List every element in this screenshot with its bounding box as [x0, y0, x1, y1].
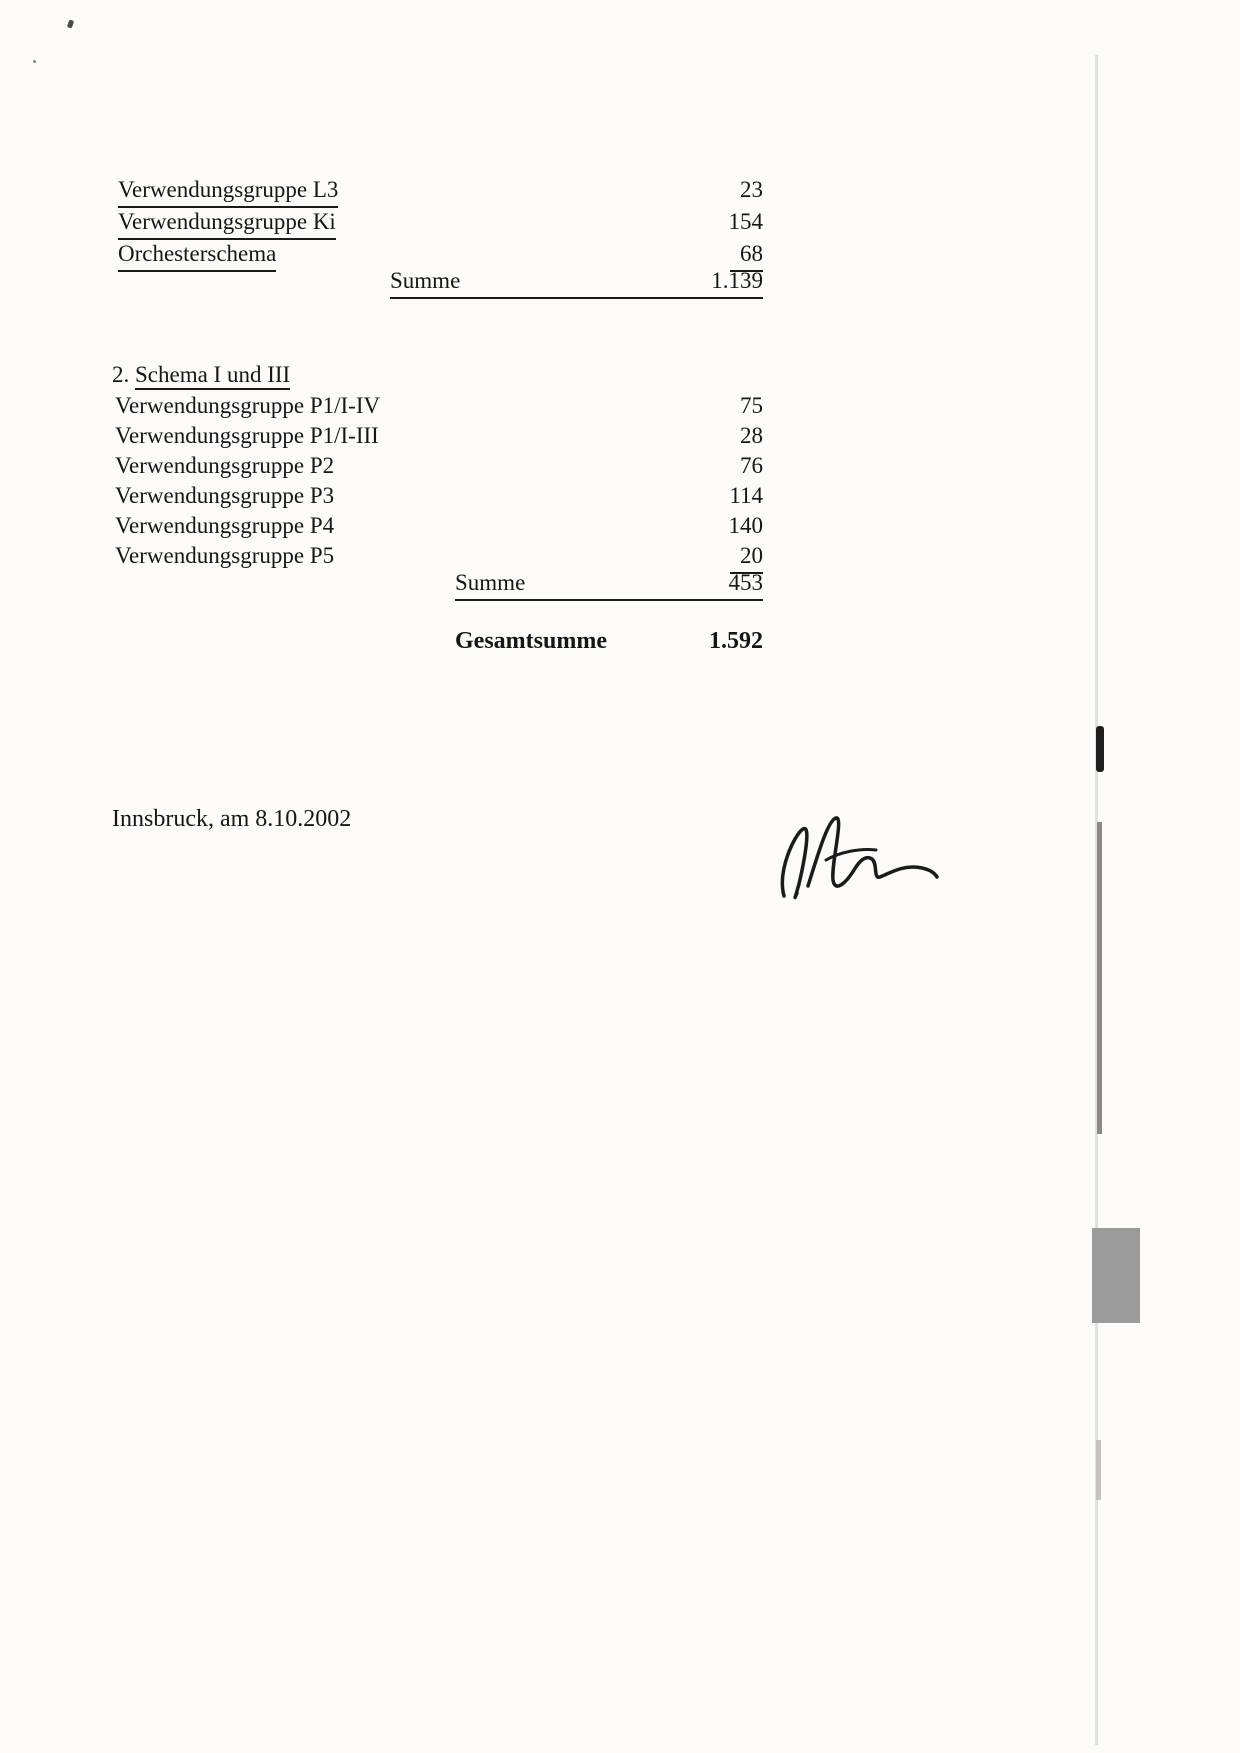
row-label: Verwendungsgruppe P5 — [115, 543, 335, 568]
scan-artifact — [1092, 1228, 1140, 1323]
row-value: 114 — [729, 483, 763, 508]
row-value: 76 — [740, 453, 763, 478]
section-title: Schema I und III — [135, 362, 290, 390]
row-label: Orchesterschema — [118, 240, 276, 272]
scan-speck — [67, 19, 74, 28]
row-value: 75 — [740, 393, 763, 418]
summe-value: 1.139 — [711, 268, 763, 293]
row-label: Verwendungsgruppe P1/I-IV — [115, 393, 381, 418]
table-row — [115, 452, 763, 481]
signature-icon — [768, 798, 943, 918]
row-label: Verwendungsgruppe Ki — [118, 208, 336, 240]
summe-label: Summe — [455, 570, 526, 595]
row-value: 20 — [730, 542, 763, 574]
summe-row — [390, 268, 763, 299]
summe-value: 453 — [728, 570, 763, 595]
row-label: Verwendungsgruppe P1/I-III — [115, 423, 379, 448]
table-row — [118, 208, 763, 240]
row-value: 68 — [730, 240, 763, 272]
table-row — [115, 512, 763, 541]
total-value: 1.592 — [709, 628, 763, 654]
date-line: Innsbruck, am 8.10.2002 — [112, 806, 352, 832]
total-row — [455, 628, 763, 655]
table-row — [115, 542, 763, 574]
row-value: 154 — [728, 209, 763, 234]
row-value: 23 — [740, 177, 763, 202]
signature — [768, 798, 943, 918]
summe-label: Summe — [390, 268, 461, 293]
row-value: 140 — [728, 513, 763, 538]
row-value: 28 — [740, 423, 763, 448]
scan-artifact — [1097, 822, 1102, 1134]
section-heading — [112, 362, 290, 388]
row-label: Verwendungsgruppe P4 — [115, 513, 335, 538]
row-label: Verwendungsgruppe P3 — [115, 483, 335, 508]
total-label: Gesamtsumme — [455, 628, 607, 654]
table-row — [118, 176, 763, 208]
summe-row — [455, 570, 763, 601]
row-label: Verwendungsgruppe L3 — [118, 176, 338, 208]
section-number: 2. — [112, 362, 130, 387]
table-row — [115, 482, 763, 511]
table-row — [118, 240, 763, 272]
scan-speck — [33, 60, 36, 63]
scan-artifact — [1096, 1440, 1101, 1500]
table-row — [115, 392, 763, 421]
row-label: Verwendungsgruppe P2 — [115, 453, 335, 478]
scan-artifact — [1096, 726, 1104, 772]
table-row — [115, 422, 763, 451]
